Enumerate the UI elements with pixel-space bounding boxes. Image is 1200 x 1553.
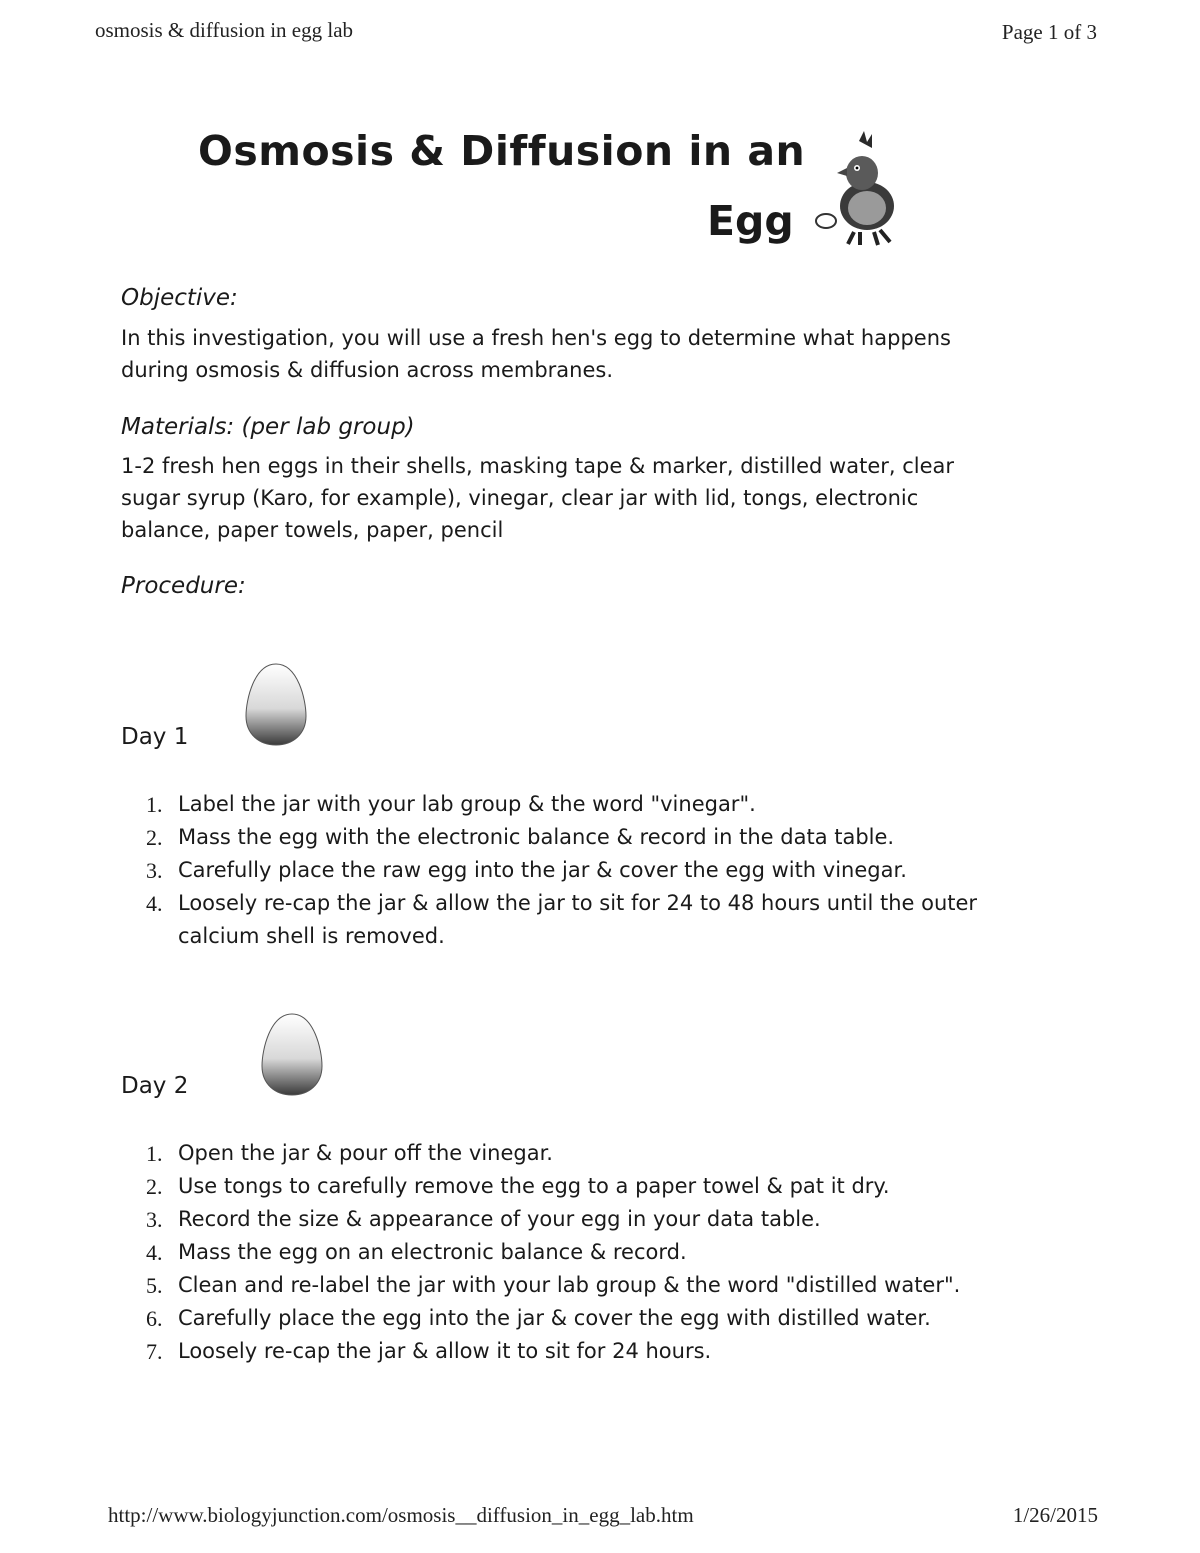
- step-number: 2.: [146, 825, 163, 850]
- document-header-title: osmosis & diffusion in egg lab: [95, 18, 354, 42]
- step-text: Mass the egg on an electronic balance & record.: [178, 1240, 687, 1264]
- list-item: [0, 788, 1078, 821]
- step-text: Clean and re-label the jar with your lab group & the word "distilled water".: [178, 1273, 961, 1297]
- list-item: [0, 854, 1078, 887]
- page-number: Page 1 of 3: [1001, 20, 1097, 44]
- materials-line: 1-2 fresh hen eggs in their shells, masking tape & marker, distilled water, clear: [121, 454, 955, 478]
- step-number: 4.: [146, 1240, 163, 1265]
- list-item: [0, 1269, 1078, 1302]
- materials-text: [121, 450, 1081, 546]
- list-item: [0, 1203, 1078, 1236]
- step-text: Carefully place the egg into the jar & cover the egg with distilled water.: [178, 1306, 931, 1330]
- list-item: [0, 1236, 1078, 1269]
- footer-url: http://www.biologyjunction.com/osmosis__diffusion_in_egg_lab.htm: [108, 1503, 694, 1527]
- day2-steps-list: [0, 1137, 1078, 1368]
- procedure-heading: Procedure:: [121, 573, 246, 599]
- list-item: [0, 1302, 1078, 1335]
- step-number: 6.: [146, 1306, 163, 1331]
- hen-icon: [812, 118, 907, 248]
- objective-heading: Objective:: [121, 285, 238, 311]
- step-number: 7.: [146, 1339, 163, 1364]
- step-number: 3.: [146, 1207, 163, 1232]
- footer-date: 1/26/2015: [1012, 1503, 1098, 1527]
- step-text: Label the jar with your lab group & the word "vinegar".: [178, 792, 756, 816]
- step-number: 5.: [146, 1273, 163, 1298]
- step-number: 3.: [146, 858, 163, 883]
- step-number: 2.: [146, 1174, 163, 1199]
- step-text: Loosely re-cap the jar & allow the jar to sit for 24 to 48 hours until the outer calcium shell is removed.: [178, 891, 978, 948]
- objective-line: In this investigation, you will use a fresh hen's egg to determine what happens: [121, 326, 951, 350]
- step-text: Open the jar & pour off the vinegar.: [178, 1141, 553, 1165]
- step-text: Use tongs to carefully remove the egg to a paper towel & pat it dry.: [178, 1174, 890, 1198]
- egg-icon: [236, 660, 316, 750]
- step-text: Carefully place the raw egg into the jar & cover the egg with vinegar.: [178, 858, 907, 882]
- day1-label: Day 1: [121, 724, 189, 750]
- materials-line: balance, paper towels, paper, pencil: [121, 518, 504, 542]
- page-title-line2: Egg: [707, 197, 794, 245]
- list-item: [0, 1335, 1078, 1368]
- step-number: 1.: [146, 792, 163, 817]
- page-title-line1: Osmosis & Diffusion in an: [198, 127, 806, 175]
- objective-text: [121, 322, 1081, 386]
- step-number: 1.: [146, 1141, 163, 1166]
- day2-label: Day 2: [121, 1073, 189, 1099]
- egg-icon: [252, 1010, 332, 1100]
- list-item: [0, 887, 1048, 953]
- step-text: Mass the egg with the electronic balance & record in the data table.: [178, 825, 895, 849]
- list-item: [0, 1137, 1078, 1170]
- list-item: [0, 821, 1078, 854]
- objective-line: during osmosis & diffusion across membranes.: [121, 358, 614, 382]
- step-text: Loosely re-cap the jar & allow it to sit for 24 hours.: [178, 1339, 712, 1363]
- list-item: [0, 1170, 1078, 1203]
- materials-heading: Materials: (per lab group): [121, 414, 415, 440]
- day1-steps-list: [0, 788, 1078, 953]
- step-number: 4.: [146, 891, 163, 916]
- materials-line: sugar syrup (Karo, for example), vinegar, clear jar with lid, tongs, electronic: [121, 486, 919, 510]
- step-text: Record the size & appearance of your egg in your data table.: [178, 1207, 821, 1231]
